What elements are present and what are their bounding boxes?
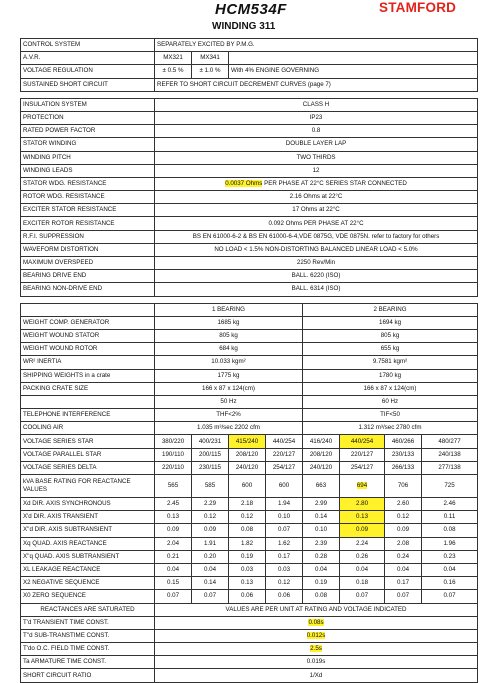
- reactance-cell: 0.04: [192, 563, 229, 576]
- spec-row: [21, 230, 478, 243]
- sustained-short-circuit-row: [21, 78, 478, 91]
- bearing-2-value: 9.7581 kgm²: [303, 356, 478, 369]
- row-label: WINDING PITCH: [21, 151, 155, 164]
- row-label: SHIPPING WEIGHTS in a crate: [21, 369, 155, 382]
- row-label: X''q QUAD. AXIS SUBTRANSIENT: [21, 550, 155, 563]
- reactance-row: [21, 550, 478, 563]
- kva-cell: 600: [266, 475, 303, 498]
- reactance-cell: 0.07: [422, 590, 478, 603]
- voltage-cell: 415/240: [229, 435, 266, 448]
- saturated-label: REACTANCES ARE SATURATED: [21, 603, 155, 616]
- reactance-cell: 2.39: [303, 537, 340, 550]
- row-value: DOUBLE LAYER LAP: [155, 138, 478, 151]
- bearing-1-value: 1685 kg: [155, 316, 303, 329]
- row-label: VOLTAGE PARALLEL STAR: [21, 448, 155, 461]
- reactance-cell: 0.06: [229, 590, 266, 603]
- voltage-cell: 190/110: [155, 448, 192, 461]
- bearing-1-header: 1 BEARING: [155, 303, 303, 316]
- bearing-row: [21, 329, 478, 342]
- reactance-cell: 0.12: [229, 511, 266, 524]
- reactance-cell: 2.60: [385, 498, 422, 511]
- reactance-cell: 0.08: [229, 524, 266, 537]
- spec-row: [21, 111, 478, 124]
- row-value: SEPARATELY EXCITED BY P.M.G.: [155, 39, 478, 52]
- row-label: COOLING AIR: [21, 422, 155, 435]
- row-label: A.V.R.: [21, 52, 155, 65]
- reactance-cell: 2.99: [303, 498, 340, 511]
- row-value: BALL. 6314 (ISO): [155, 283, 478, 296]
- reactance-row: [21, 537, 478, 550]
- row-value: [155, 629, 478, 642]
- spec-row: [21, 125, 478, 138]
- row-label: WR² INERTIA: [21, 356, 155, 369]
- reactance-cell: 0.06: [266, 590, 303, 603]
- reactance-cell: 1.91: [192, 537, 229, 550]
- cooling-air-row: [21, 422, 478, 435]
- row-label: BEARING NON-DRIVE END: [21, 283, 155, 296]
- voltage-star-row: [21, 435, 478, 448]
- bearing-2-value: 166 x 87 x 124(cm): [303, 382, 478, 395]
- highlighted-value: 0.012s: [306, 631, 326, 639]
- bearing-row: [21, 382, 478, 395]
- kva-row: [21, 475, 478, 498]
- row-value: NO LOAD < 1.5% NON-DISTORTING BALANCED LINEAR LOAD < 5.0%: [155, 243, 478, 256]
- spec-row: [21, 151, 478, 164]
- voltage-cell: 220/127: [340, 448, 385, 461]
- row-value: With 4% ENGINE GOVERNING: [229, 65, 478, 78]
- brand-logo: STAMFORD: [379, 0, 457, 15]
- row-label: Xq QUAD. AXIS REACTANCE: [21, 537, 155, 550]
- tel-60: TIF<50: [303, 409, 478, 422]
- reactance-cell: 0.09: [340, 524, 385, 537]
- voltage-cell: 440/254: [340, 435, 385, 448]
- kva-cell: 706: [385, 475, 422, 498]
- kva-cell: [340, 475, 385, 498]
- row-label: SUSTAINED SHORT CIRCUIT: [21, 78, 155, 91]
- row-value: 12: [155, 164, 478, 177]
- row-label: STATOR WDG. RESISTANCE: [21, 177, 155, 190]
- cooling-50: 1.035 m³/sec 2202 cfm: [155, 422, 303, 435]
- voltage-cell: 208/120: [303, 448, 340, 461]
- row-label: INSULATION SYSTEM: [21, 98, 155, 111]
- bearing-header-row: [21, 303, 478, 316]
- reactance-cell: 0.12: [266, 577, 303, 590]
- spec-row: [21, 257, 478, 270]
- row-value: [155, 643, 478, 656]
- row-label: WAVEFORM DISTORTION: [21, 243, 155, 256]
- reactance-row: [21, 498, 478, 511]
- voltage-cell: 230/133: [385, 448, 422, 461]
- reactance-cell: 0.18: [340, 577, 385, 590]
- voltage-cell: 240/120: [229, 461, 266, 474]
- empty-cell: [21, 303, 155, 316]
- row-label: EXCITER STATOR RESISTANCE: [21, 204, 155, 217]
- reactance-row: [21, 524, 478, 537]
- saturated-note: VALUES ARE PER UNIT AT RATING AND VOLTAGE INDICATED: [155, 603, 478, 616]
- row-label: PACKING CRATE SIZE: [21, 382, 155, 395]
- reactance-cell: 0.12: [192, 511, 229, 524]
- reactance-cell: 0.13: [155, 511, 192, 524]
- row-label: CONTROL SYSTEM: [21, 39, 155, 52]
- reactance-cell: 0.04: [340, 563, 385, 576]
- reactance-cell: 1.96: [422, 537, 478, 550]
- reactance-row: [21, 590, 478, 603]
- row-label: R.F.I. SUPPRESSION: [21, 230, 155, 243]
- kva-cell: 600: [229, 475, 266, 498]
- reactance-cell: 2.04: [155, 537, 192, 550]
- reactance-cell: 0.16: [422, 577, 478, 590]
- bearing-row: [21, 343, 478, 356]
- voltage-cell: 208/120: [229, 448, 266, 461]
- voltage-cell: 266/133: [385, 461, 422, 474]
- reactance-cell: 0.03: [266, 563, 303, 576]
- voltage-cell: 440/254: [266, 435, 303, 448]
- row-label: T'd TRANSIENT TIME CONST.: [21, 616, 155, 629]
- reactance-cell: 0.20: [192, 550, 229, 563]
- saturated-note-row: [21, 603, 478, 616]
- reactance-cell: 0.09: [155, 524, 192, 537]
- row-label: EXCITER ROTOR RESISTANCE: [21, 217, 155, 230]
- row-label: kVA BASE RATING FOR REACTANCE VALUES: [21, 475, 155, 498]
- empty-cell: [229, 52, 478, 65]
- avr-row: [21, 52, 478, 65]
- time-const-row: [21, 656, 478, 669]
- row-label: VOLTAGE REGULATION: [21, 65, 155, 78]
- row-label: Xd DIR. AXIS SYNCHRONOUS: [21, 498, 155, 511]
- row-label: ROTOR WDG. RESISTANCE: [21, 191, 155, 204]
- spec-row: [21, 138, 478, 151]
- voltage-cell: 240/120: [303, 461, 340, 474]
- reactance-cell: 0.04: [422, 563, 478, 576]
- kva-cell: 565: [155, 475, 192, 498]
- spacer: [21, 91, 478, 98]
- spec-row: [21, 243, 478, 256]
- reactance-cell: 0.23: [422, 550, 478, 563]
- highlighted-value: 0.08s: [308, 618, 324, 626]
- reactance-row: [21, 511, 478, 524]
- row-label: XL LEAKAGE REACTANCE: [21, 563, 155, 576]
- reactance-cell: 0.17: [385, 577, 422, 590]
- reactance-cell: 1.82: [229, 537, 266, 550]
- tel-50: THF<2%: [155, 409, 303, 422]
- reactance-cell: 2.80: [340, 498, 385, 511]
- reactance-row: [21, 577, 478, 590]
- row-value: REFER TO SHORT CIRCUIT DECREMENT CURVES (page 7): [155, 78, 478, 91]
- frequency-60: 60 Hz: [303, 395, 478, 408]
- row-label: VOLTAGE SERIES DELTA: [21, 461, 155, 474]
- row-label: VOLTAGE SERIES STAR: [21, 435, 155, 448]
- spec-row: [21, 164, 478, 177]
- reactance-cell: 0.07: [266, 524, 303, 537]
- row-label: BEARING DRIVE END: [21, 270, 155, 283]
- reactance-cell: 0.13: [229, 577, 266, 590]
- row-label: WEIGHT COMP. GENERATOR: [21, 316, 155, 329]
- reactance-cell: 0.13: [340, 511, 385, 524]
- time-const-row: [21, 629, 478, 642]
- reactance-cell: 0.19: [229, 550, 266, 563]
- reactance-cell: 0.07: [340, 590, 385, 603]
- reactance-cell: 0.21: [155, 550, 192, 563]
- reactance-cell: 0.04: [155, 563, 192, 576]
- reactance-cell: 0.07: [155, 590, 192, 603]
- kva-cell: 663: [303, 475, 340, 498]
- reactance-cell: 2.46: [422, 498, 478, 511]
- bearing-2-header: 2 BEARING: [303, 303, 478, 316]
- row-value: ± 0.5 %: [155, 65, 192, 78]
- row-label: T''d SUB-TRANSTIME CONST.: [21, 629, 155, 642]
- voltage-cell: 230/115: [192, 461, 229, 474]
- reactance-cell: 0.04: [303, 563, 340, 576]
- row-label: STATOR WINDING: [21, 138, 155, 151]
- frequency-50: 50 Hz: [155, 395, 303, 408]
- voltage-cell: 220/127: [266, 448, 303, 461]
- reactance-cell: 0.09: [192, 524, 229, 537]
- avr-option: MX321: [155, 52, 192, 65]
- datasheet-header: [0, 0, 499, 40]
- reactance-cell: 0.07: [192, 590, 229, 603]
- row-label: WEIGHT WOUND ROTOR: [21, 343, 155, 356]
- reactance-cell: 2.08: [385, 537, 422, 550]
- reactance-cell: 0.10: [303, 524, 340, 537]
- spec-row: [21, 270, 478, 283]
- highlighted-value: 2.5s: [310, 645, 322, 653]
- row-label: X0 ZERO SEQUENCE: [21, 590, 155, 603]
- reactance-cell: 0.14: [192, 577, 229, 590]
- voltage-cell: 200/115: [192, 448, 229, 461]
- time-const-row: [21, 616, 478, 629]
- time-const-row: [21, 643, 478, 656]
- voltage-cell: 254/127: [340, 461, 385, 474]
- reactance-cell: 2.18: [229, 498, 266, 511]
- bearing-1-value: 684 kg: [155, 343, 303, 356]
- bearing-2-value: 1694 kg: [303, 316, 478, 329]
- reactance-row: [21, 563, 478, 576]
- row-value: 1/Xd: [155, 669, 478, 682]
- bearing-row: [21, 369, 478, 382]
- voltage-cell: 254/127: [266, 461, 303, 474]
- highlighted-value: 694: [356, 482, 368, 489]
- reactance-cell: 0.03: [229, 563, 266, 576]
- bearing-1-value: 805 kg: [155, 329, 303, 342]
- reactance-cell: 2.45: [155, 498, 192, 511]
- telephone-interference-row: [21, 409, 478, 422]
- row-value: [155, 177, 478, 190]
- control-system-row: [21, 39, 478, 52]
- bearing-1-value: 1775 kg: [155, 369, 303, 382]
- row-value: CLASS H: [155, 98, 478, 111]
- spec-table: [20, 38, 478, 683]
- reactance-cell: 0.12: [385, 511, 422, 524]
- row-label: SHORT CIRCUIT RATIO: [21, 669, 155, 682]
- reactance-cell: 0.19: [303, 577, 340, 590]
- bearing-2-value: 655 kg: [303, 343, 478, 356]
- reactance-cell: 2.24: [340, 537, 385, 550]
- voltage-regulation-row: [21, 65, 478, 78]
- spacer: [21, 296, 478, 303]
- row-label: X'd DIR. AXIS TRANSIENT: [21, 511, 155, 524]
- voltage-cell: 400/231: [192, 435, 229, 448]
- row-value: ± 1.0 %: [192, 65, 229, 78]
- row-value: BS EN 61000-6-2 & BS EN 61000-6-4,VDE 0875G, VDE 0875N. refer to factory for others: [155, 230, 478, 243]
- row-label: T'do O.C. FIELD TIME CONST.: [21, 643, 155, 656]
- reactance-cell: 0.10: [266, 511, 303, 524]
- row-label: WINDING LEADS: [21, 164, 155, 177]
- reactance-cell: 0.09: [385, 524, 422, 537]
- model-title: HCM534F: [215, 1, 287, 18]
- bearing-row: [21, 316, 478, 329]
- voltage-cell: 416/240: [303, 435, 340, 448]
- avr-option: MX341: [192, 52, 229, 65]
- row-value: 0.8: [155, 125, 478, 138]
- row-label: X''d DIR. AXIS SUBTRANSIENT: [21, 524, 155, 537]
- row-label: PROTECTION: [21, 111, 155, 124]
- row-value: BALL. 6220 (ISO): [155, 270, 478, 283]
- row-value: [155, 616, 478, 629]
- spec-row: [21, 283, 478, 296]
- bearing-row: [21, 356, 478, 369]
- frequency-row: [21, 395, 478, 408]
- spec-row: [21, 217, 478, 230]
- voltage-delta-row: [21, 461, 478, 474]
- reactance-cell: 0.04: [385, 563, 422, 576]
- reactance-cell: 2.29: [192, 498, 229, 511]
- bearing-2-value: 1780 kg: [303, 369, 478, 382]
- empty-cell: [21, 395, 155, 408]
- row-label: MAXIMUM OVERSPEED: [21, 257, 155, 270]
- row-label: WEIGHT WOUND STATOR: [21, 329, 155, 342]
- spec-row: [21, 191, 478, 204]
- voltage-cell: 220/110: [155, 461, 192, 474]
- highlighted-value: 0.0037 Ohms: [225, 179, 263, 187]
- row-value: 17 Ohms at 22°C: [155, 204, 478, 217]
- row-label: Ta ARMATURE TIME CONST.: [21, 656, 155, 669]
- winding-title: WINDING 311: [212, 21, 276, 32]
- row-label: RATED POWER FACTOR: [21, 125, 155, 138]
- row-value: IP23: [155, 111, 478, 124]
- row-label: X2 NEGATIVE SEQUENCE: [21, 577, 155, 590]
- bearing-1-value: 10.033 kgm²: [155, 356, 303, 369]
- voltage-cell: 480/277: [422, 435, 478, 448]
- reactance-cell: 0.28: [303, 550, 340, 563]
- kva-cell: 585: [192, 475, 229, 498]
- row-value: 0.092 Ohms PER PHASE AT 22°C: [155, 217, 478, 230]
- row-value: 2.16 Ohms at 22°C: [155, 191, 478, 204]
- voltage-cell: 277/138: [422, 461, 478, 474]
- reactance-cell: 0.07: [385, 590, 422, 603]
- cooling-60: 1.312 m³/sec 2780 cfm: [303, 422, 478, 435]
- reactance-cell: 0.26: [340, 550, 385, 563]
- reactance-cell: 0.11: [422, 511, 478, 524]
- spec-row: [21, 204, 478, 217]
- reactance-cell: 1.62: [266, 537, 303, 550]
- reactance-cell: 0.08: [422, 524, 478, 537]
- voltage-cell: 240/138: [422, 448, 478, 461]
- bearing-1-value: 166 x 87 x 124(cm): [155, 382, 303, 395]
- voltage-cell: 460/266: [385, 435, 422, 448]
- bearing-2-value: 805 kg: [303, 329, 478, 342]
- row-label: TELEPHONE INTERFERENCE: [21, 409, 155, 422]
- stator-resistance-row: [21, 177, 478, 190]
- reactance-cell: 0.14: [303, 511, 340, 524]
- row-value: 2250 Rev/Min: [155, 257, 478, 270]
- reactance-cell: 1.94: [266, 498, 303, 511]
- row-value: TWO THIRDS: [155, 151, 478, 164]
- spec-row: [21, 98, 478, 111]
- reactance-cell: 0.17: [266, 550, 303, 563]
- row-value: 0.019s: [155, 656, 478, 669]
- reactance-cell: 0.08: [303, 590, 340, 603]
- reactance-cell: 0.24: [385, 550, 422, 563]
- kva-cell: 725: [422, 475, 478, 498]
- reactance-cell: 0.15: [155, 577, 192, 590]
- value-suffix: PER PHASE AT 22°C SERIES STAR CONNECTED: [262, 179, 407, 187]
- voltage-cell: 380/220: [155, 435, 192, 448]
- voltage-parallel-row: [21, 448, 478, 461]
